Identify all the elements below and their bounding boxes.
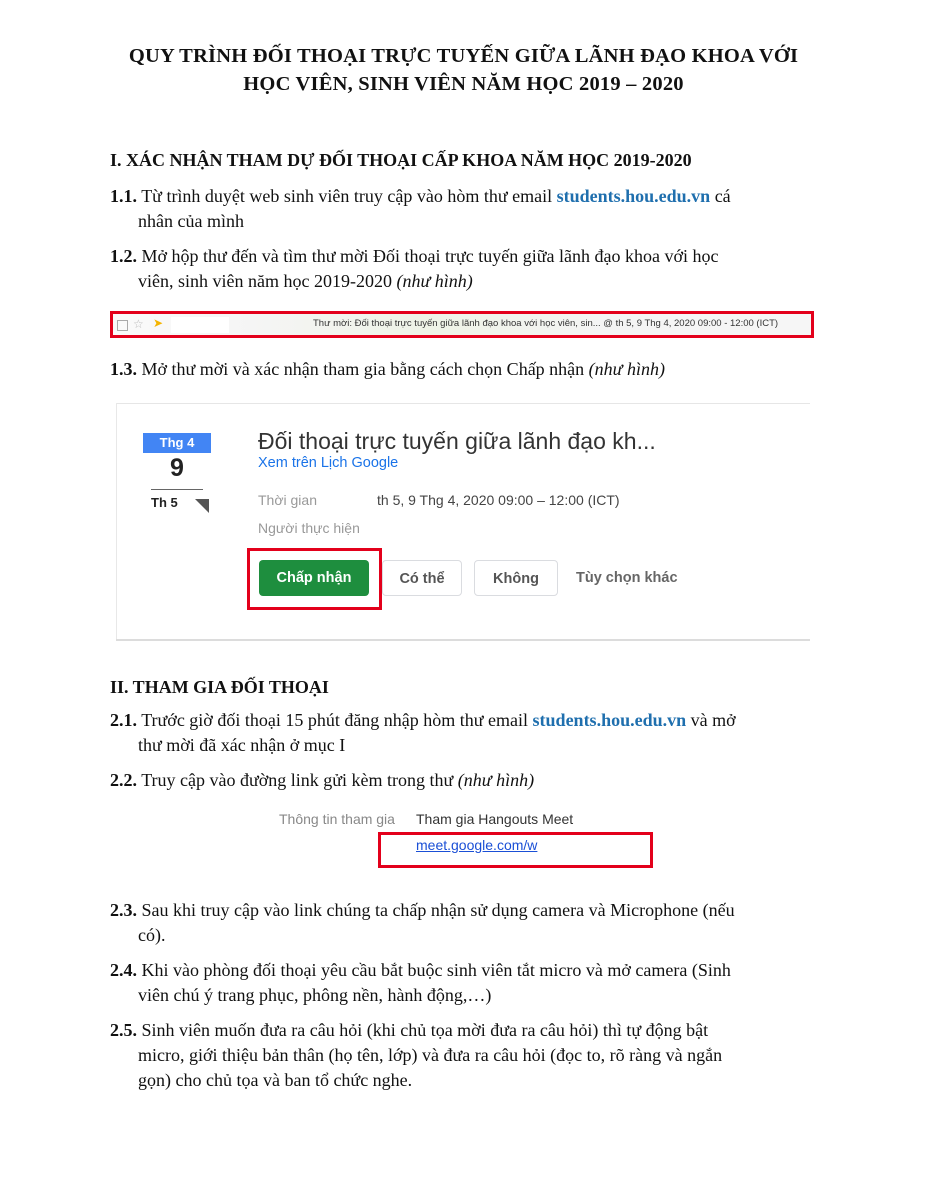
item-1-3 bbox=[110, 357, 818, 382]
item-continuation: thư mời đã xác nhận ở mục I bbox=[138, 735, 346, 755]
important-marker-icon[interactable]: ➤ bbox=[153, 316, 164, 330]
item-text: Mở hộp thư đến và tìm thư mời Đối thoại trực tuyến giữa lãnh đạo khoa với học bbox=[141, 246, 719, 266]
event-title: Đối thoại trực tuyến giữa lãnh đạo kh... bbox=[258, 428, 656, 454]
item-number: 2.3. bbox=[110, 900, 137, 920]
email-link[interactable]: students.hou.edu.vn bbox=[556, 186, 711, 206]
item-text-end: cá bbox=[714, 186, 731, 206]
item-continuation: có). bbox=[138, 925, 166, 945]
item-text: Sinh viên muốn đưa ra câu hỏi (khi chủ tọa mời đưa ra câu hỏi) thì tự động bật bbox=[141, 1020, 709, 1040]
item-2-2 bbox=[110, 768, 818, 793]
calendar-date-icon bbox=[143, 433, 211, 517]
item-text: Khi vào phòng đối thoại yêu cầu bắt buộc sinh viên tắt micro và mở camera (Sinh bbox=[141, 960, 731, 980]
email-link[interactable]: students.hou.edu.vn bbox=[532, 710, 687, 730]
item-2-4 bbox=[110, 958, 818, 1008]
document-title bbox=[60, 42, 867, 98]
checkbox-icon[interactable] bbox=[117, 320, 128, 331]
invite-border-bottom bbox=[116, 639, 810, 641]
item-number: 2.4. bbox=[110, 960, 137, 980]
item-continuation-2: gọn) cho chủ tọa và ban tổ chức nghe. bbox=[138, 1070, 413, 1090]
time-value: th 5, 9 Thg 4, 2020 09:00 – 12:00 (ICT) bbox=[377, 492, 620, 508]
item-note: (như hình) bbox=[396, 271, 473, 291]
item-number: 2.1. bbox=[110, 710, 137, 730]
inbox-subject[interactable]: Thư mời: Đối thoại trực tuyến giữa lãnh đạo khoa với học viên, sin... @ th 5, 9 Thg 4, 2020 09:00 - 12:00 (ICT) bbox=[313, 318, 779, 329]
item-continuation: viên chú ý trang phục, phông nền, hành động,…) bbox=[138, 985, 492, 1005]
item-number: 1.2. bbox=[110, 246, 137, 266]
invite-border-top bbox=[116, 403, 810, 404]
item-number: 2.2. bbox=[110, 770, 137, 790]
item-2-1 bbox=[110, 708, 818, 758]
view-in-calendar-link[interactable]: Xem trên Lịch Google bbox=[258, 455, 399, 471]
item-continuation-1: micro, giới thiệu bản thân (họ tên, lớp) và đưa ra câu hỏi (đọc to, rõ ràng và ngắn bbox=[138, 1045, 723, 1065]
maybe-button[interactable]: Có thể bbox=[382, 560, 462, 596]
title-line-2: HỌC VIÊN, SINH VIÊN NĂM HỌC 2019 – 2020 bbox=[243, 73, 684, 95]
time-label: Thời gian bbox=[258, 492, 317, 508]
star-icon[interactable]: ☆ bbox=[133, 317, 144, 331]
meet-link[interactable]: meet.google.com/w bbox=[416, 837, 538, 853]
join-info-label: Thông tin tham gia bbox=[279, 811, 395, 827]
calendar-day: 9 bbox=[170, 454, 184, 482]
item-2-3 bbox=[110, 898, 818, 948]
sender-redacted bbox=[171, 317, 229, 333]
title-line-1: QUY TRÌNH ĐỐI THOẠI TRỰC TUYẾN GIỮA LÃNH ĐẠO KHOA VỚI bbox=[128, 45, 799, 67]
item-continuation: viên, sinh viên năm học 2019-2020 bbox=[138, 271, 392, 291]
item-text: Trước giờ đối thoại 15 phút đăng nhập hòm thư email bbox=[141, 710, 529, 730]
calendar-divider bbox=[151, 489, 203, 490]
calendar-weekday: Th 5 bbox=[151, 495, 178, 510]
item-text: Mở thư mời và xác nhận tham gia bằng cách chọn Chấp nhận bbox=[141, 359, 585, 379]
accept-highlight-box bbox=[247, 548, 382, 610]
join-hangouts-text: Tham gia Hangouts Meet bbox=[416, 811, 574, 827]
item-continuation: nhân của mình bbox=[138, 211, 244, 231]
invite-border-left bbox=[116, 403, 117, 640]
organizer-label: Người thực hiện bbox=[258, 520, 360, 536]
item-note: (như hình) bbox=[588, 359, 665, 379]
item-1-2 bbox=[110, 244, 818, 294]
item-number: 1.3. bbox=[110, 359, 137, 379]
item-text-end: và mở bbox=[690, 710, 736, 730]
accept-button[interactable]: Chấp nhận bbox=[259, 560, 369, 596]
item-text: Từ trình duyệt web sinh viên truy cập vào hòm thư email bbox=[141, 186, 553, 206]
decline-button[interactable]: Không bbox=[474, 560, 558, 596]
section-1-heading: I. XÁC NHẬN THAM DỰ ĐỐI THOẠI CẤP KHOA NĂM HỌC 2019-2020 bbox=[110, 150, 692, 170]
item-1-1 bbox=[110, 184, 818, 234]
item-text: Truy cập vào đường link gửi kèm trong thư bbox=[141, 770, 454, 790]
inbox-row-screenshot[interactable] bbox=[110, 311, 814, 338]
meet-link-highlight-box bbox=[378, 832, 653, 868]
calendar-month: Thg 4 bbox=[143, 433, 211, 453]
item-number: 2.5. bbox=[110, 1020, 137, 1040]
section-2-heading: II. THAM GIA ĐỐI THOẠI bbox=[110, 677, 329, 697]
page-fold-icon bbox=[195, 499, 209, 513]
item-2-5 bbox=[110, 1018, 818, 1093]
item-number: 1.1. bbox=[110, 186, 137, 206]
item-text: Sau khi truy cập vào link chúng ta chấp nhận sử dụng camera và Microphone (nếu bbox=[141, 900, 735, 920]
item-note: (như hình) bbox=[457, 770, 535, 790]
more-options-button[interactable]: Tùy chọn khác bbox=[576, 570, 678, 586]
